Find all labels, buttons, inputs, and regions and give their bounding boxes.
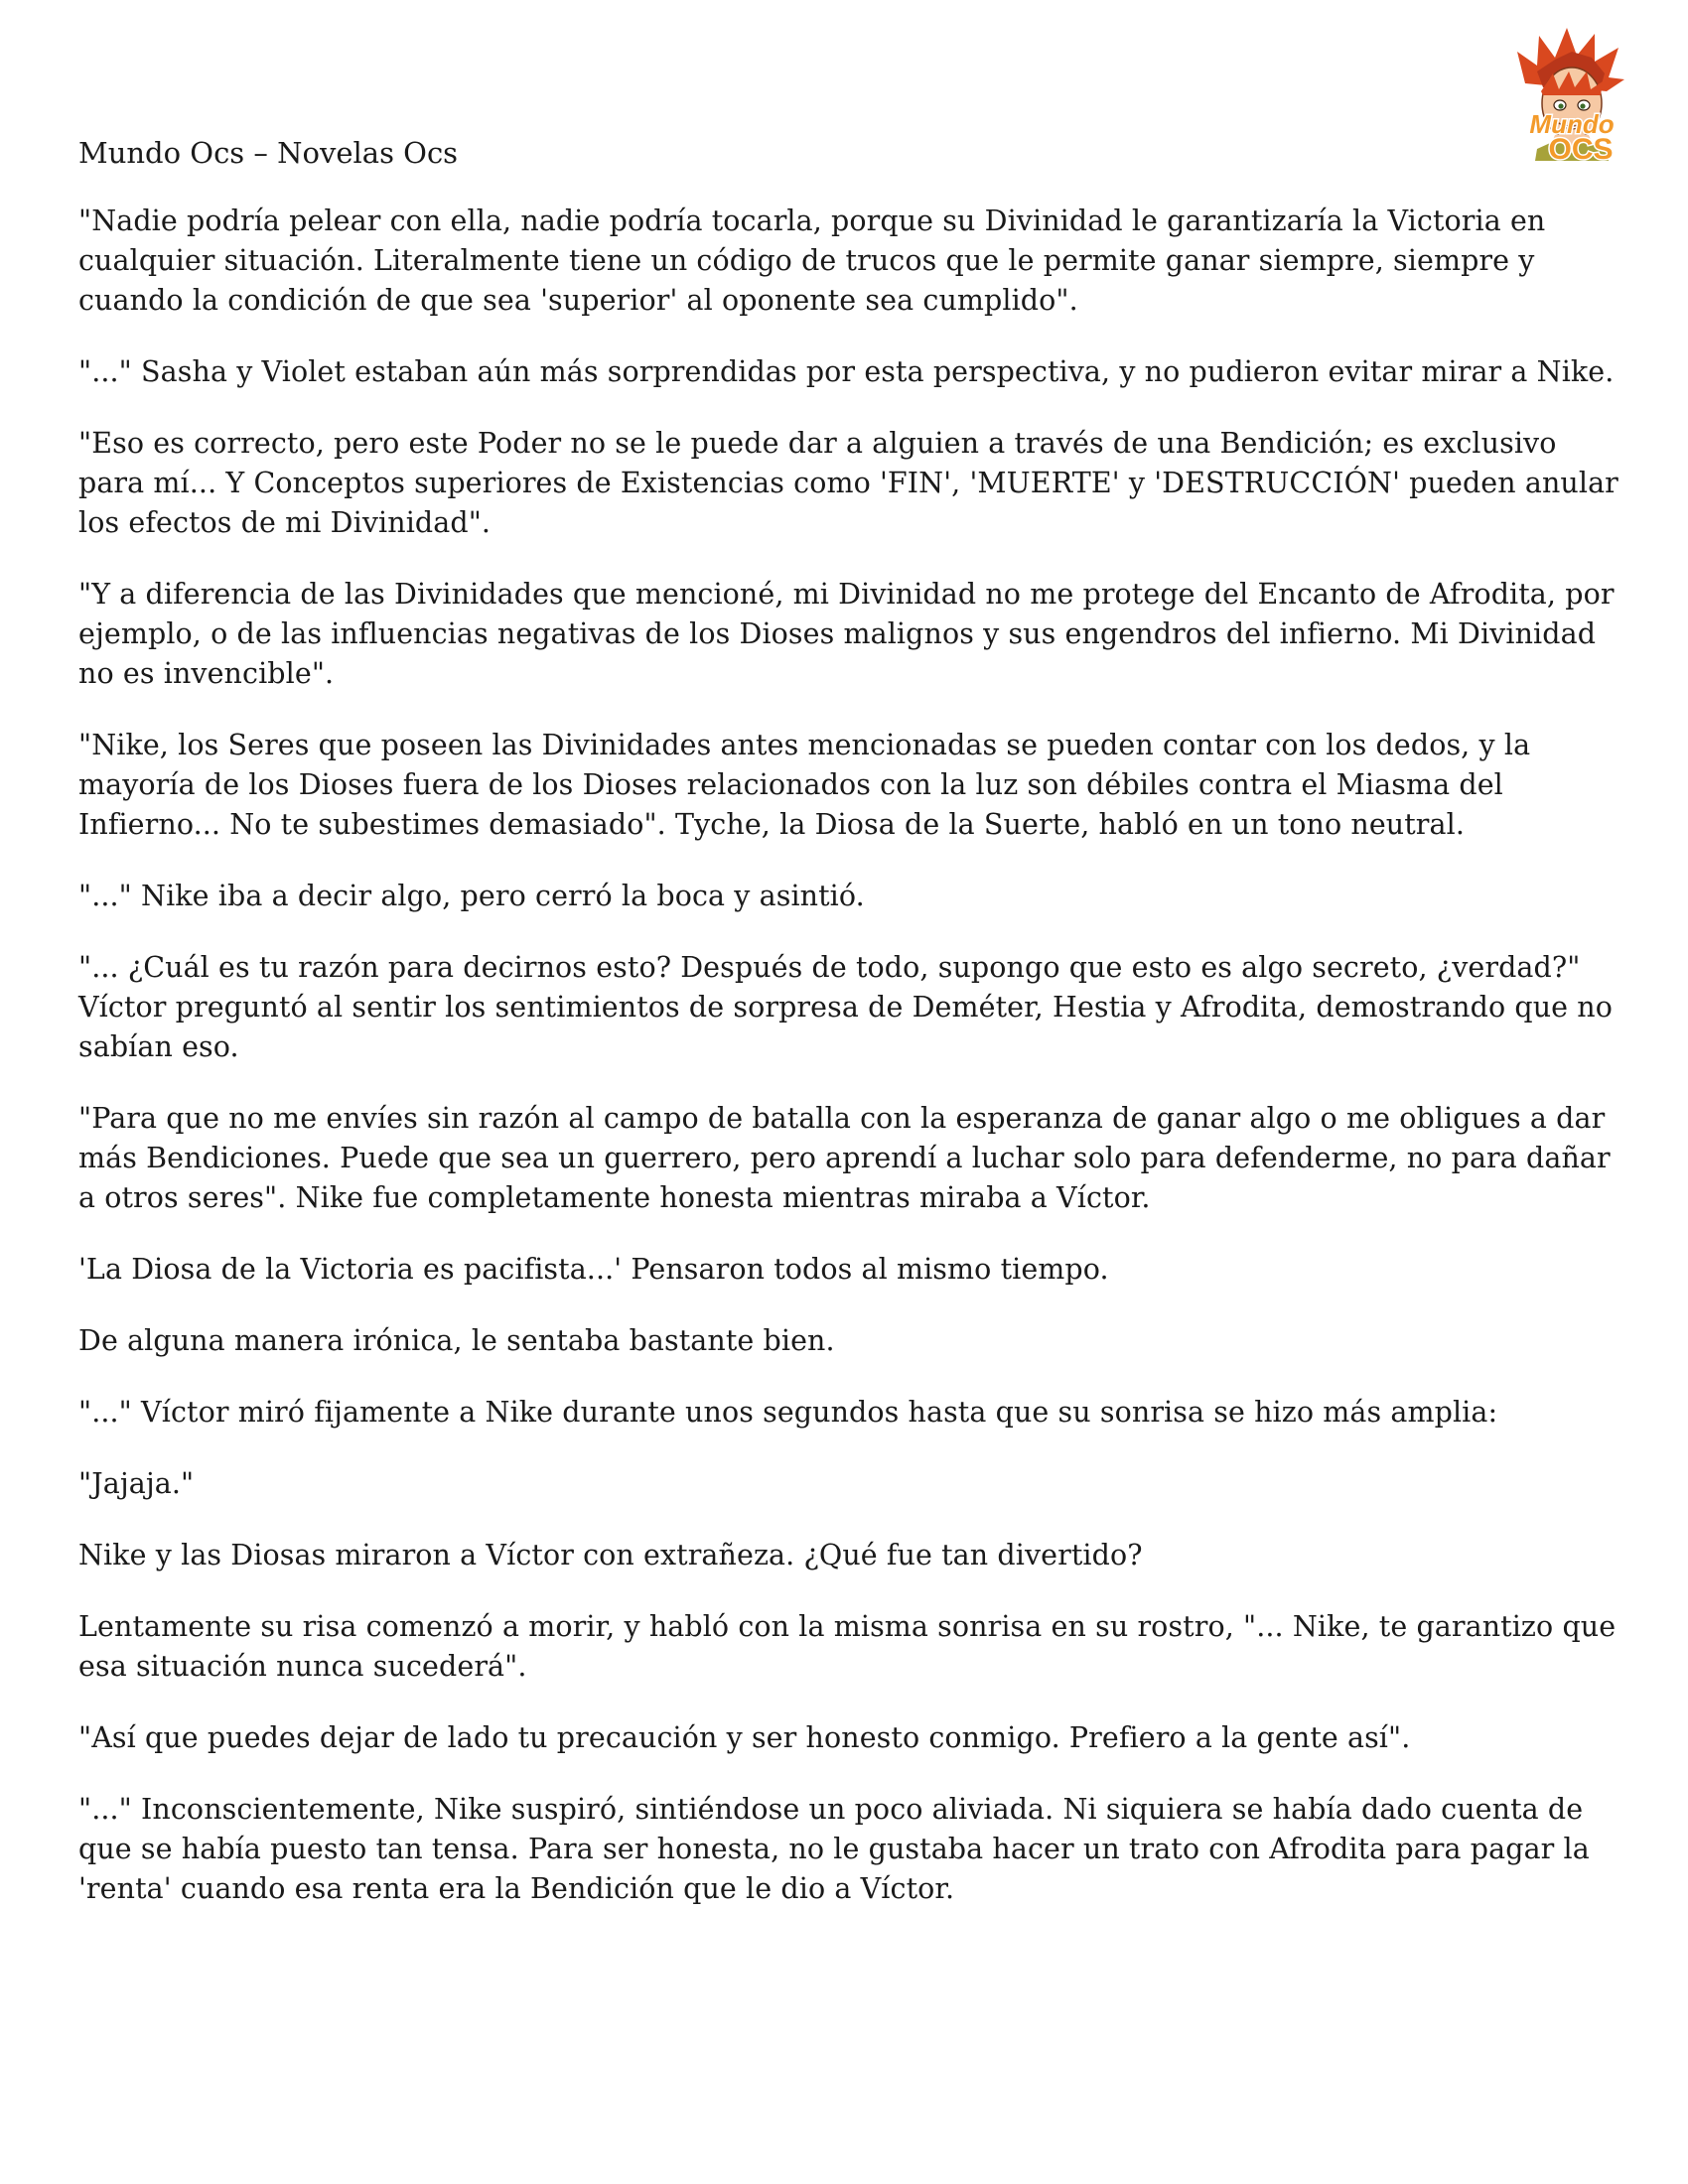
paragraph: 'La Diosa de la Victoria es pacifista...' Pensaron todos al mismo tiempo. bbox=[78, 1253, 1109, 1286]
paragraph: De alguna manera irónica, le sentaba bastante bien. bbox=[78, 1324, 835, 1357]
mundo-ocs-logo bbox=[1497, 22, 1646, 173]
paragraph: "Así que puedes dejar de lado tu precaución y ser honesto conmigo. Prefiero a la gente así". bbox=[78, 1721, 1411, 1754]
mundo-ocs-logo-graphic bbox=[1497, 22, 1646, 173]
paragraph: "Nadie podría pelear con ella, nadie podría tocarla, porque su Divinidad le garantizaría la Victoria en cualquier situación. Literalmente tiene un código de trucos que le permite ganar siempre, siempre y cuando la condición de que sea 'superior' al oponente sea cumplido". bbox=[78, 205, 1546, 317]
paragraph: Lentamente su risa comenzó a morir, y habló con la misma sonrisa en su rostro, "... Nike, te garantizo que esa situación nunca sucederá". bbox=[78, 1610, 1617, 1683]
paragraph: "Eso es correcto, pero este Poder no se le puede dar a alguien a través de una Bendición; es exclusivo para mí... Y Conceptos superiores de Existencias como 'FIN', 'MUERTE' y 'DESTRUCCIÓN' pueden anular los efectos de mi Divinidad". bbox=[78, 427, 1618, 539]
paragraph: "..." Nike iba a decir algo, pero cerró la boca y asintió. bbox=[78, 880, 865, 912]
paragraph: "Y a diferencia de las Divinidades que mencioné, mi Divinidad no me protege del Encanto de Afrodita, por ejemplo, o de las influencias negativas de los Dioses malignos y sus engendros del infierno. Mi Divinidad no es invencible". bbox=[78, 578, 1615, 690]
paragraph: "Para que no me envíes sin razón al campo de batalla con la esperanza de ganar algo o me obligues a dar más Bendiciones. Puede que sea un guerrero, pero aprendí a luchar solo para defenderme, no para dañar a otros seres". Nike fue completamente honesta mientras miraba a Víctor. bbox=[78, 1102, 1611, 1214]
paragraph: "... ¿Cuál es tu razón para decirnos esto? Después de todo, supongo que esto es algo secreto, ¿verdad?" Víctor preguntó al sentir los sentimientos de sorpresa de Deméter, Hestia y Afrodita, demostrando que no sabían eso. bbox=[78, 951, 1614, 1063]
paragraph: "Nike, los Seres que poseen las Divinidades antes mencionadas se pueden contar con los dedos, y la mayoría de los Dioses fuera de los Dioses relacionados con la luz son débiles contra el Miasma del Infierno... No te subestimes demasiado". Tyche, la Diosa de la Suerte, habló en un tono neutral. bbox=[78, 729, 1531, 841]
svg-text:Mundo: Mundo bbox=[1529, 109, 1615, 139]
paragraph: "..." Inconscientemente, Nike suspiró, sintiéndose un poco aliviada. Ni siquiera se había dado cuenta de que se había puesto tan tensa. Para ser honesta, no le gustaba hacer un trato con Afrodita para pagar la 'renta' cuando esa renta era la Bendición que le dio a Víctor. bbox=[78, 1793, 1590, 1905]
svg-text:OCS: OCS bbox=[1548, 133, 1614, 166]
paragraph: "..." Sasha y Violet estaban aún más sorprendidas por esta perspectiva, y no pudieron evitar mirar a Nike. bbox=[78, 355, 1615, 388]
paragraph: "..." Víctor miró fijamente a Nike durante unos segundos hasta que su sonrisa se hizo más amplia: bbox=[78, 1396, 1498, 1429]
paragraph: Nike y las Diosas miraron a Víctor con extrañeza. ¿Qué fue tan divertido? bbox=[78, 1539, 1143, 1571]
paragraph: "Jajaja." bbox=[78, 1467, 195, 1500]
page-header: Mundo Ocs – Novelas Ocs bbox=[78, 136, 459, 170]
body-text bbox=[78, 202, 1627, 1941]
